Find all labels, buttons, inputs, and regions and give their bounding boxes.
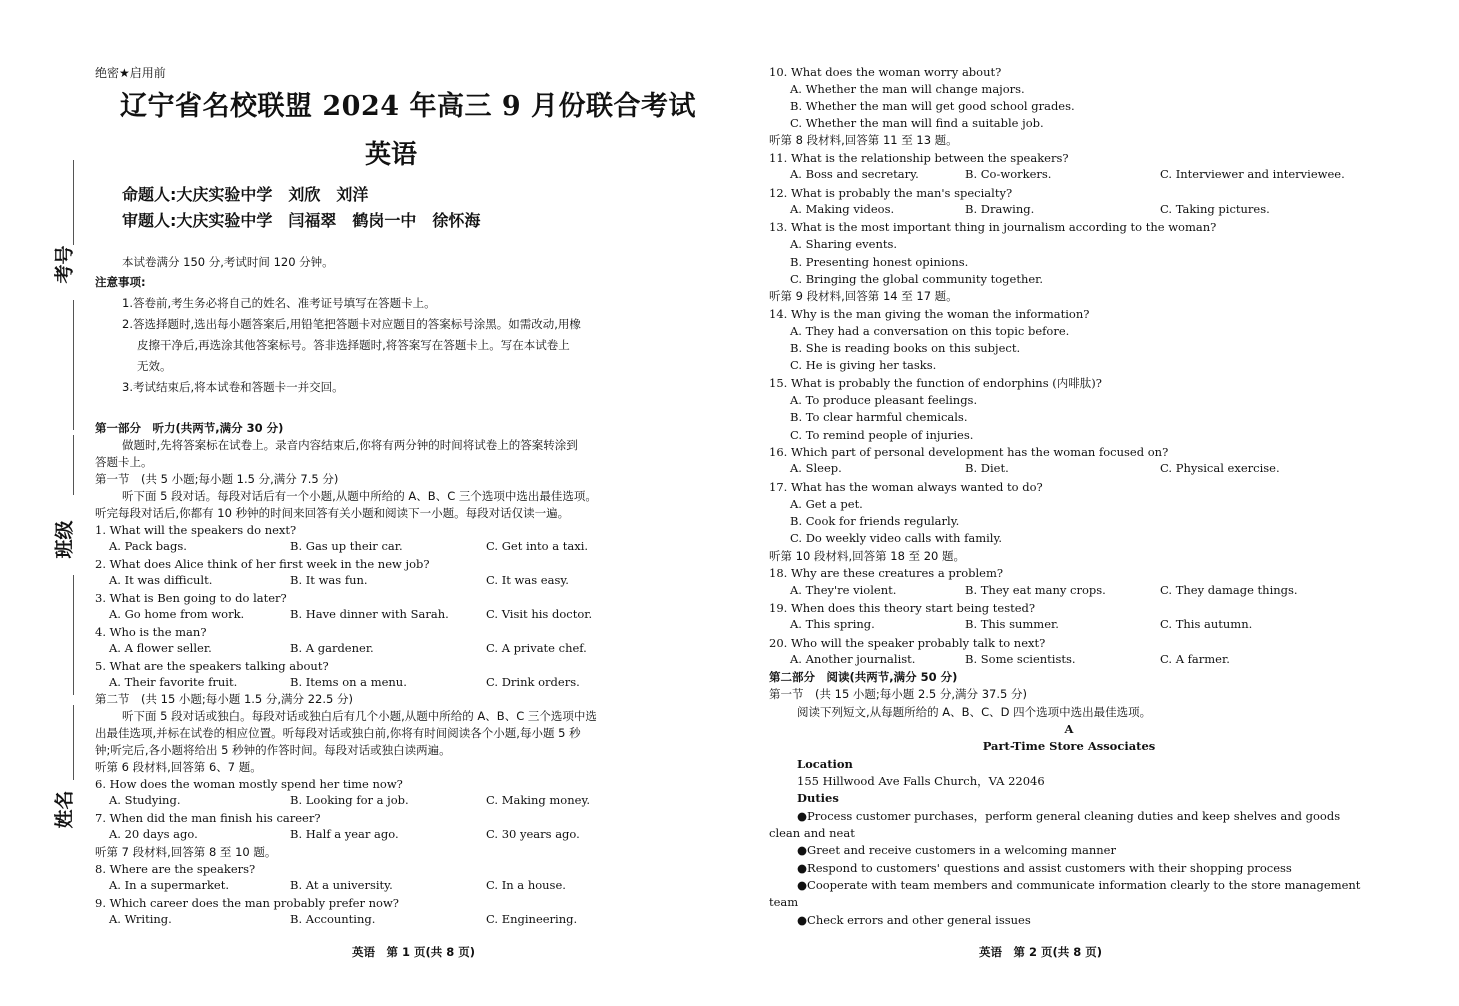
notice-item: 无效。 [137, 359, 172, 373]
class-label: 班级 [53, 520, 76, 559]
option-c: C. To remind people of injuries. [790, 428, 974, 442]
location-address: 155 Hillwood Ave Falls Church，VA 22046 [797, 774, 1045, 788]
option-b: B. Whether the man will get good school grades. [790, 99, 1075, 113]
confidential-mark: 绝密★启用前 [95, 66, 166, 80]
option-c: C. They damage things. [1160, 583, 1298, 597]
question-20: 20. Who will the speaker probably talk to next? [769, 636, 1046, 650]
question-2: 2. What does Alice think of her first week in the new job? [95, 557, 430, 571]
question-8: 8. Where are the speakers? [95, 862, 256, 876]
duty-item: ●Process customer purchases，perform general cleaning duties and keep shelves and goods [797, 809, 1341, 823]
listening-material-9: 听第 9 段材料,回答第 14 至 17 题。 [769, 289, 958, 303]
question-14: 14. Why is the man giving the woman the information? [769, 307, 1090, 321]
option-b: B. Half a year ago. [290, 827, 399, 841]
part1-instructions: 做题时,先将答案标在试卷上。录音内容结束后,你将有两分钟的时间将试卷上的答案转涂到 [122, 438, 578, 452]
option-a: A. Boss and secretary. [790, 167, 919, 181]
option-c: C. In a house. [486, 878, 566, 892]
section1-instructions: 听完每段对话后,你都有 10 秒钟的时间来回答有关小题和阅读下一小题。每段对话仅读一遍。 [95, 506, 570, 520]
reviewers: 审题人:大庆实验中学 闫福翠 鹤岗一中 徐怀海 [122, 211, 481, 230]
option-a: A. Studying. [109, 793, 181, 807]
name-label: 姓名 [53, 790, 76, 829]
question-4: 4. Who is the man? [95, 625, 207, 639]
question-17: 17. What has the woman always wanted to do? [769, 480, 1043, 494]
option-c: C. Visit his doctor. [486, 607, 593, 621]
part1-title: 第一部分 听力(共两节,满分 30 分) [95, 421, 284, 435]
option-b: B. A gardener. [290, 641, 374, 655]
option-b: B. Looking for a job. [290, 793, 409, 807]
section2-title: 第二节 (共 15 小题;每小题 1.5 分,满分 22.5 分) [95, 692, 353, 706]
listening-material-8: 听第 8 段材料,回答第 11 至 13 题。 [769, 133, 958, 147]
option-c: C. It was easy. [486, 573, 569, 587]
option-a: A. Pack bags. [109, 539, 187, 553]
option-a: A. Sleep. [790, 461, 842, 475]
option-b: B. Presenting honest opinions. [790, 255, 969, 269]
option-a: A. Sharing events. [790, 237, 898, 251]
option-b: B. Have dinner with Sarah. [290, 607, 449, 621]
option-c: C. Physical exercise. [1160, 461, 1280, 475]
duty-item: ●Respond to customers' questions and assist customers with their shopping process [797, 861, 1292, 875]
section1-instructions: 听下面 5 段对话。每段对话后有一个小题,从题中所给的 A、B、C 三个选项中选出最佳选项。 [122, 489, 597, 503]
question-10: 10. What does the woman worry about? [769, 65, 1002, 79]
listening-material-6: 听第 6 段材料,回答第 6、7 题。 [95, 760, 262, 774]
option-c: C. 30 years ago. [486, 827, 580, 841]
option-b: B. Items on a menu. [290, 675, 407, 689]
question-18: 18. Why are these creatures a problem? [769, 566, 1004, 580]
question-12: 12. What is probably the man's specialty? [769, 186, 1013, 200]
option-c: C. Do weekly video calls with family. [790, 531, 1003, 545]
location-heading: Location [797, 757, 853, 771]
option-b: B. Diet. [965, 461, 1009, 475]
section1-title: 第一节 (共 5 小题;每小题 1.5 分,满分 7.5 分) [95, 472, 339, 486]
option-a: A. To produce pleasant feelings. [790, 393, 978, 407]
binding-line [73, 160, 74, 245]
option-b: B. Co-workers. [965, 167, 1052, 181]
duty-item: ●Cooperate with team members and communicate information clearly to the store management [797, 878, 1361, 892]
question-5: 5. What are the speakers talking about? [95, 659, 329, 673]
question-16: 16. Which part of personal development has the woman focused on? [769, 445, 1169, 459]
option-c: C. Drink orders. [486, 675, 580, 689]
duty-item: clean and neat [769, 826, 855, 840]
exam-title: 辽宁省名校联盟 2024 年高三 9 月份联合考试 [120, 91, 697, 122]
option-a: A. In a supermarket. [109, 878, 230, 892]
question-1: 1. What will the speakers do next? [95, 523, 297, 537]
option-a: A. Whether the man will change majors. [790, 82, 1025, 96]
option-c: C. A farmer. [1160, 652, 1230, 666]
question-3: 3. What is Ben going to do later? [95, 591, 287, 605]
option-b: B. Accounting. [290, 912, 376, 926]
option-c: C. Making money. [486, 793, 591, 807]
question-11: 11. What is the relationship between the speakers? [769, 151, 1069, 165]
option-b: B. To clear harmful chemicals. [790, 410, 968, 424]
notice-item: 1.答卷前,考生务必将自己的姓名、准考证号填写在答题卡上。 [122, 296, 436, 310]
option-c: C. Interviewer and interviewee. [1160, 167, 1345, 181]
option-a: A. They're violent. [790, 583, 897, 597]
binding-line [73, 575, 74, 695]
page-footer: 英语 第 1 页(共 8 页) [352, 945, 476, 959]
binding-line [73, 435, 74, 495]
page-2 [729, 0, 1459, 1006]
listening-material-7: 听第 7 段材料,回答第 8 至 10 题。 [95, 845, 277, 859]
section2-instructions: 钟;听完后,各小题将给出 5 秒钟的作答时间。每段对话或独白读两遍。 [95, 743, 451, 757]
option-c: C. Whether the man will find a suitable job. [790, 116, 1044, 130]
part2-section1-instructions: 阅读下列短文,从每题所给的 A、B、C、D 四个选项中选出最佳选项。 [797, 705, 1152, 719]
question-9: 9. Which career does the man probably prefer now? [95, 896, 399, 910]
option-c: C. Engineering. [486, 912, 578, 926]
option-a: A. 20 days ago. [109, 827, 198, 841]
passage-letter: A [1064, 722, 1074, 736]
option-c: C. Bringing the global community together. [790, 272, 1044, 286]
option-c: C. This autumn. [1160, 617, 1253, 631]
option-a: A. It was difficult. [109, 573, 213, 587]
option-a: A. Go home from work. [109, 607, 245, 621]
option-c: C. Get into a taxi. [486, 539, 589, 553]
page-footer: 英语 第 2 页(共 8 页) [979, 945, 1103, 959]
question-setters: 命题人:大庆实验中学 刘欣 刘洋 [122, 185, 369, 204]
duty-item: team [769, 895, 799, 909]
option-a: A. Another journalist. [790, 652, 916, 666]
option-b: B. Drawing. [965, 202, 1035, 216]
binding-line [73, 300, 74, 430]
duties-heading: Duties [797, 791, 839, 805]
notice-item: 3.考试结束后,将本试卷和答题卡一并交回。 [122, 380, 344, 394]
part2-title: 第二部分 阅读(共两节,满分 50 分) [769, 670, 958, 684]
section2-instructions: 听下面 5 段对话或独白。每段对话或独白后有几个小题,从题中所给的 A、B、C 三个选项中选 [122, 709, 597, 723]
question-6: 6. How does the woman mostly spend her time now? [95, 777, 403, 791]
subject-title: 英语 [365, 140, 418, 170]
notice-item: 2.答选择题时,选出每小题答案后,用铅笔把答题卡对应题目的答案标号涂黑。如需改动,用橡 [122, 317, 581, 331]
duty-item: ●Check errors and other general issues [797, 913, 1031, 927]
option-a: A. Their favorite fruit. [109, 675, 238, 689]
option-a: A. Writing. [109, 912, 172, 926]
option-a: A. A flower seller. [109, 641, 212, 655]
exam-intro: 本试卷满分 150 分,考试时间 120 分钟。 [122, 255, 334, 269]
option-b: B. Some scientists. [965, 652, 1076, 666]
option-c: C. A private chef. [486, 641, 587, 655]
page-1 [0, 0, 729, 1006]
option-a: A. Get a pet. [790, 497, 863, 511]
notice-title: 注意事项: [95, 275, 146, 289]
option-a: A. This spring. [790, 617, 875, 631]
option-b: B. Cook for friends regularly. [790, 514, 960, 528]
listening-material-10: 听第 10 段材料,回答第 18 至 20 题。 [769, 549, 965, 563]
option-b: B. She is reading books on this subject. [790, 341, 1021, 355]
passage-title: Part-Time Store Associates [982, 739, 1156, 753]
section2-instructions: 出最佳选项,并标在试卷的相应位置。听每段对话或独白前,你将有时间阅读各个小题,每小题 5 秒 [95, 726, 581, 740]
question-19: 19. When does this theory start being tested? [769, 601, 1036, 615]
question-13: 13. What is the most important thing in journalism according to the woman? [769, 220, 1217, 234]
part2-section1-title: 第一节 (共 15 小题;每小题 2.5 分,满分 37.5 分) [769, 687, 1027, 701]
option-b: B. It was fun. [290, 573, 368, 587]
notice-item: 皮擦干净后,再选涂其他答案标号。答非选择题时,将答案写在答题卡上。写在本试卷上 [137, 338, 570, 352]
part1-instructions: 答题卡上。 [95, 455, 153, 469]
exam-number-label: 考号 [53, 245, 76, 284]
option-b: B. This summer. [965, 617, 1059, 631]
option-b: B. They eat many crops. [965, 583, 1106, 597]
duty-item: ●Greet and receive customers in a welcoming manner [797, 843, 1116, 857]
option-a: A. Making videos. [790, 202, 895, 216]
option-b: B. Gas up their car. [290, 539, 403, 553]
question-15: 15. What is probably the function of endorphins (内啡肽)? [769, 376, 1102, 390]
question-7: 7. When did the man finish his career? [95, 811, 321, 825]
binding-line [73, 705, 74, 780]
option-b: B. At a university. [290, 878, 393, 892]
option-a: A. They had a conversation on this topic before. [790, 324, 1070, 338]
option-c: C. He is giving her tasks. [790, 358, 937, 372]
option-c: C. Taking pictures. [1160, 202, 1270, 216]
